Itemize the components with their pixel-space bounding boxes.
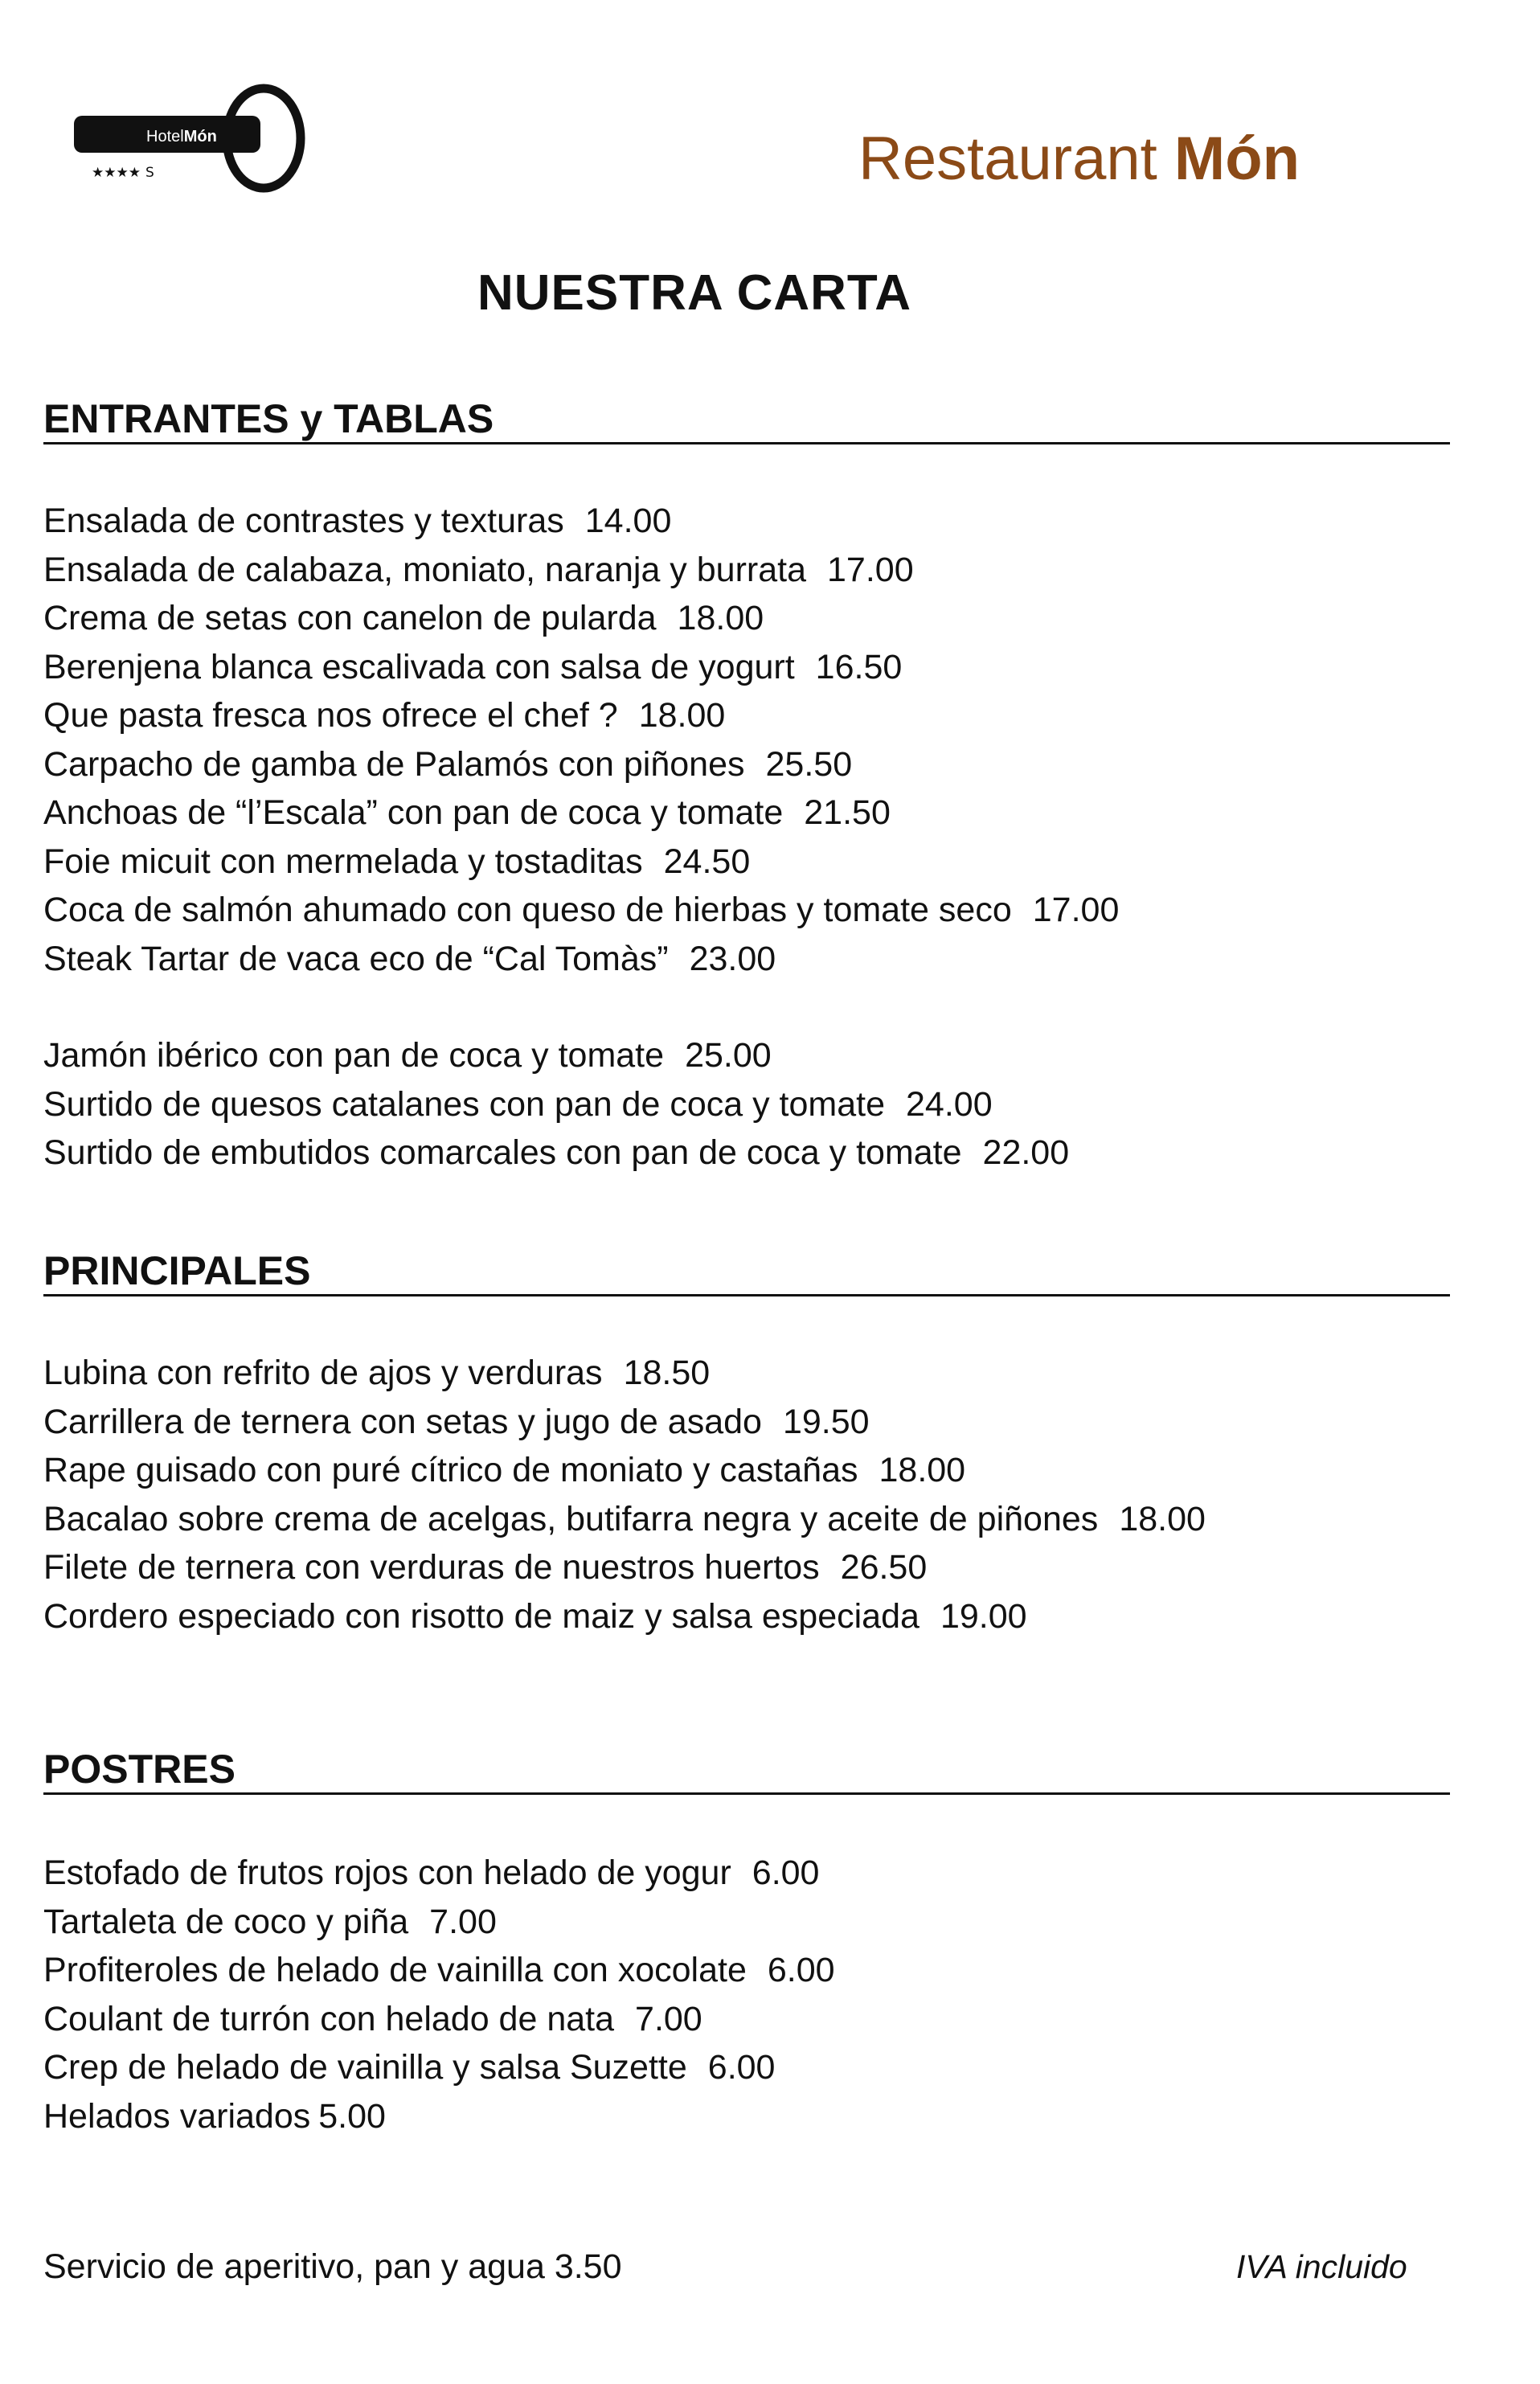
page-title: NUESTRA CARTA xyxy=(477,265,911,321)
section-title-postres: POSTRES xyxy=(43,1747,236,1792)
service-note: Servicio de aperitivo, pan y agua 3.50 xyxy=(43,2247,622,2286)
dish-price: 19.50 xyxy=(782,1402,870,1441)
dish-name: Steak Tartar de vaca eco de “Cal Tomàs” xyxy=(43,939,669,978)
dish-name: Estofado de frutos rojos con helado de yogur xyxy=(43,1854,731,1892)
menu-item xyxy=(43,1898,835,1947)
section-title-principales: PRINCIPALES xyxy=(43,1248,311,1293)
menu-item xyxy=(43,1446,1206,1495)
menu-item xyxy=(43,546,1119,595)
menu-item xyxy=(43,594,1119,643)
menu-item xyxy=(43,643,1119,692)
dish-name: Carrillera de ternera con setas y jugo de asado xyxy=(43,1402,762,1441)
section-header-entrantes xyxy=(43,392,1450,444)
menu-item xyxy=(43,1129,1069,1178)
logo-name-text: Món xyxy=(183,128,217,145)
dish-price: 17.00 xyxy=(827,550,914,589)
dish-price: 21.50 xyxy=(804,793,891,832)
dish-name: Anchoas de “l’Escala” con pan de coca y tomate xyxy=(43,793,784,832)
dish-name: Ensalada de contrastes y texturas xyxy=(43,502,564,540)
tax-note: IVA incluido xyxy=(1236,2248,1407,2285)
menu-item xyxy=(43,1349,1206,1398)
menu-item xyxy=(43,740,1119,789)
dish-name: Surtido de quesos catalanes con pan de coca y tomate xyxy=(43,1084,886,1124)
dish-price: 18.00 xyxy=(879,1451,966,1489)
dish-name: Helados variados xyxy=(43,2096,311,2136)
dish-name: Jamón ibérico con pan de coca y tomate xyxy=(43,1036,665,1075)
menu-item xyxy=(43,886,1119,935)
menu-item xyxy=(43,1946,835,1995)
dish-name: Rape guisado con puré cítrico de moniato y castañas xyxy=(43,1451,858,1489)
menu-item xyxy=(43,1080,1069,1129)
dish-name: Coca de salmón ahumado con queso de hierbas y tomate seco xyxy=(43,891,1012,929)
menu-item xyxy=(43,789,1119,838)
dish-price: 25.00 xyxy=(685,1036,772,1075)
dish-price: 16.50 xyxy=(815,647,903,686)
menu-item xyxy=(43,691,1119,740)
menu-item xyxy=(43,1543,1206,1592)
menu-item xyxy=(43,1031,1069,1080)
dish-price: 6.00 xyxy=(767,1951,835,1989)
logo-stars: ★★★★ xyxy=(92,165,141,181)
logo-stars-suffix: S xyxy=(145,165,154,181)
dish-price: 26.50 xyxy=(840,1548,928,1587)
svg-text:★★★★S xyxy=(92,165,154,181)
dish-price: 18.00 xyxy=(677,599,764,637)
menu-item xyxy=(43,935,1119,984)
dish-name: Que pasta fresca nos ofrece el chef ? xyxy=(43,696,618,735)
section-header-principales xyxy=(43,1244,1450,1296)
entrantes-list xyxy=(43,497,1119,983)
dish-price: 18.00 xyxy=(1119,1499,1206,1538)
menu-item xyxy=(43,1592,1206,1641)
dish-name: Cordero especiado con risotto de maiz y salsa especiada xyxy=(43,1596,919,1636)
dish-name: Lubina con refrito de ajos y verduras xyxy=(43,1354,603,1392)
dish-price: 14.00 xyxy=(584,502,672,540)
dish-price: 7.00 xyxy=(429,1902,497,1941)
dish-name: Ensalada de calabaza, moniato, naranja y burrata xyxy=(43,550,807,589)
dish-price: 23.00 xyxy=(689,939,776,978)
dish-name: Crep de helado de vainilla y salsa Suzette xyxy=(43,2048,687,2087)
dish-price: 6.00 xyxy=(707,2048,776,2087)
dish-price: 25.50 xyxy=(765,744,853,784)
dish-name: Filete de ternera con verduras de nuestros huertos xyxy=(43,1548,820,1587)
section-title-entrantes: ENTRANTES y TABLAS xyxy=(43,396,494,441)
menu-item xyxy=(43,497,1119,546)
dish-price: 24.50 xyxy=(663,842,751,881)
principales-list xyxy=(43,1349,1206,1641)
restaurant-name: Món xyxy=(1173,125,1300,193)
dish-name: Surtido de embutidos comarcales con pan de coca y tomate xyxy=(43,1133,962,1172)
menu-item xyxy=(43,838,1119,887)
menu-item xyxy=(43,1398,1206,1447)
dish-price: 18.00 xyxy=(638,696,726,735)
restaurant-title xyxy=(858,125,1300,193)
dish-price: 18.50 xyxy=(623,1354,711,1392)
dish-name: Berenjena blanca escalivada con salsa de yogurt xyxy=(43,647,795,686)
logo-hotel-text: Hotel xyxy=(146,128,184,145)
section-header-postres xyxy=(43,1743,1450,1795)
dish-price: 24.00 xyxy=(906,1084,993,1124)
dish-name: Bacalao sobre crema de acelgas, butifarra negra y aceite de piñones xyxy=(43,1499,1099,1538)
svg-text:HotelMón xyxy=(146,128,217,145)
menu-item xyxy=(43,2043,835,2092)
dish-name: Tartaleta de coco y piña xyxy=(43,1902,409,1941)
dish-price: 6.00 xyxy=(752,1854,820,1892)
tablas-list xyxy=(43,1031,1069,1178)
menu-item xyxy=(43,1849,835,1898)
dish-price: 17.00 xyxy=(1032,891,1120,929)
postres-list xyxy=(43,1849,835,2140)
dish-price: 5.00 xyxy=(318,2096,386,2136)
dish-name: Carpacho de gamba de Palamós con piñones xyxy=(43,744,745,784)
menu-item xyxy=(43,1495,1206,1544)
dish-price: 22.00 xyxy=(982,1133,1070,1172)
dish-name: Foie micuit con mermelada y tostaditas xyxy=(43,842,643,881)
menu-item xyxy=(43,1995,835,2044)
restaurant-prefix: Restaurant xyxy=(858,125,1174,193)
dish-price: 7.00 xyxy=(635,1999,702,2038)
dish-name: Crema de setas con canelon de pularda xyxy=(43,599,657,637)
dish-name: Coulant de turrón con helado de nata xyxy=(43,1999,615,2038)
hotel-logo xyxy=(74,84,307,193)
menu-item xyxy=(43,2092,835,2141)
dish-price: 19.00 xyxy=(940,1596,1027,1636)
dish-name: Profiteroles de helado de vainilla con xocolate xyxy=(43,1951,747,1989)
